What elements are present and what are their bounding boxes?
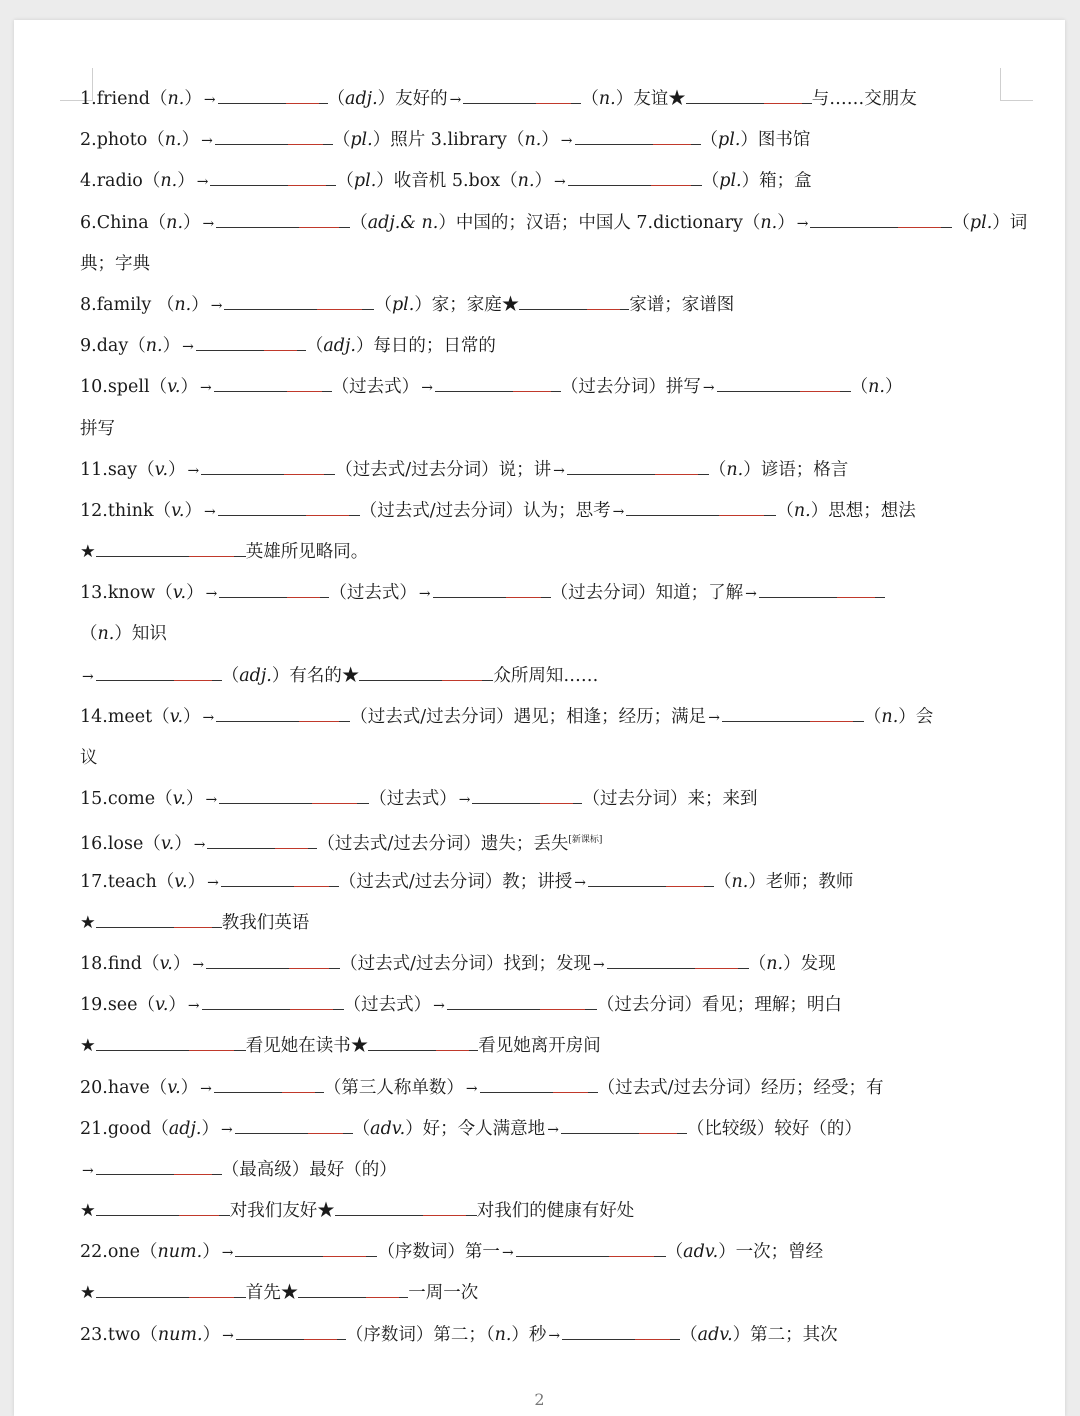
worksheet-line bbox=[80, 1191, 1010, 1232]
answer-blank[interactable] bbox=[759, 596, 885, 598]
line-text: 6.China（n.） → bbox=[80, 212, 215, 233]
line-text: （过去式） → bbox=[331, 377, 433, 398]
answer-blank[interactable] bbox=[717, 390, 851, 392]
answer-blank[interactable] bbox=[218, 514, 360, 516]
line-text: 看见她在读书★ bbox=[245, 1036, 369, 1057]
answer-blank[interactable] bbox=[202, 1008, 344, 1010]
line-text: 8.family （n.） → bbox=[80, 294, 223, 315]
line-text: 11.say（v.） → bbox=[80, 459, 200, 480]
line-text: （过去分词）知道；了解 → bbox=[550, 583, 757, 604]
worksheet-line bbox=[80, 614, 1010, 655]
worksheet-line bbox=[80, 244, 1010, 285]
answer-blank[interactable] bbox=[810, 226, 952, 228]
line-text: （过去分词）拼写 → bbox=[560, 377, 715, 398]
worksheet-line bbox=[80, 1109, 1010, 1150]
line-text: 18.find（v.） → bbox=[80, 953, 205, 974]
line-text: （n.）发现 bbox=[748, 953, 836, 974]
line-text: 首先★ bbox=[245, 1283, 299, 1304]
line-text: （第三人称单数） → bbox=[323, 1077, 478, 1098]
line-text: 14.meet（v.） → bbox=[80, 706, 215, 727]
worksheet-line bbox=[80, 738, 1010, 779]
worksheet-line bbox=[80, 656, 1010, 697]
worksheet-body bbox=[80, 79, 1028, 1356]
answer-blank[interactable] bbox=[215, 143, 333, 145]
line-text: （n.）思想；想法 bbox=[776, 500, 916, 521]
answer-blank[interactable] bbox=[96, 1173, 222, 1175]
answer-blank[interactable] bbox=[214, 390, 332, 392]
line-text: （adv.）一次；曾经 bbox=[665, 1242, 824, 1263]
answer-blank[interactable] bbox=[368, 1049, 478, 1051]
answer-blank[interactable] bbox=[519, 308, 629, 310]
answer-blank[interactable] bbox=[568, 184, 702, 186]
line-text: 22.one（num.） → bbox=[80, 1242, 234, 1263]
worksheet-line bbox=[80, 697, 1010, 738]
answer-blank[interactable] bbox=[472, 802, 582, 804]
line-text: 13.know（v.） → bbox=[80, 583, 218, 604]
line-text: 4.radio（n.） → bbox=[80, 171, 209, 192]
line-text: （过去式/过去分词）说；讲 → bbox=[335, 459, 565, 480]
line-text: 9.day（n.） → bbox=[80, 336, 194, 357]
line-text: （pl.）收音机 5.box（n.） → bbox=[336, 171, 566, 192]
answer-blank[interactable] bbox=[201, 473, 335, 475]
line-text: （最高级）最好（的） bbox=[221, 1159, 397, 1180]
answer-blank[interactable] bbox=[207, 847, 317, 849]
line-text: （过去式） → bbox=[329, 583, 431, 604]
answer-blank[interactable] bbox=[722, 720, 864, 722]
line-text: （pl.）家；家庭★ bbox=[374, 294, 520, 315]
line-text: （adv.）第二；其次 bbox=[680, 1324, 838, 1345]
page-number: 2 bbox=[534, 1390, 545, 1409]
line-text: （n.） bbox=[850, 377, 903, 398]
answer-blank[interactable] bbox=[575, 143, 701, 145]
worksheet-line bbox=[80, 1026, 1010, 1067]
line-text: （pl.）箱；盒 bbox=[701, 171, 812, 192]
answer-blank[interactable] bbox=[686, 102, 812, 104]
line-text: （比较级）较好（的） bbox=[686, 1118, 862, 1139]
answer-blank[interactable] bbox=[196, 349, 306, 351]
answer-blank[interactable] bbox=[219, 802, 369, 804]
line-text: （n.）友谊★ bbox=[581, 89, 686, 109]
answer-blank[interactable] bbox=[96, 926, 222, 928]
line-text: （pl.）词 bbox=[952, 212, 1028, 233]
worksheet-line bbox=[80, 367, 1010, 408]
line-text: （adj.）友好的 → bbox=[327, 89, 462, 109]
line-text: 19.see（v.） → bbox=[80, 995, 200, 1016]
worksheet-line bbox=[80, 450, 1010, 491]
line-text: → bbox=[82, 668, 94, 685]
line-text: ★ bbox=[80, 912, 96, 933]
worksheet-line bbox=[80, 409, 1010, 450]
line-text: 1.friend（n.） → bbox=[80, 89, 216, 109]
worksheet-line bbox=[80, 1232, 1010, 1273]
answer-blank[interactable] bbox=[447, 1008, 597, 1010]
line-text: 与……交朋友 bbox=[811, 89, 917, 109]
line-text: （过去式） → bbox=[369, 789, 471, 810]
line-text: （过去式/过去分词）遇见；相逢；经历；满足 → bbox=[350, 706, 720, 727]
answer-blank[interactable] bbox=[206, 967, 340, 969]
answer-blank[interactable] bbox=[218, 102, 328, 104]
answer-blank[interactable] bbox=[96, 1214, 230, 1216]
answer-blank[interactable] bbox=[567, 473, 709, 475]
answer-blank[interactable] bbox=[433, 596, 551, 598]
line-text: 2.photo（n.） → bbox=[80, 130, 213, 151]
answer-blank[interactable] bbox=[235, 1255, 377, 1257]
answer-blank[interactable] bbox=[235, 1132, 353, 1134]
line-text: ★ bbox=[80, 1036, 96, 1057]
answer-blank[interactable] bbox=[96, 1296, 246, 1298]
line-text: （过去式/过去分词）认为；思考 → bbox=[359, 500, 625, 521]
line-text: 家谱；家谱图 bbox=[629, 294, 735, 315]
line-text: 议 bbox=[80, 748, 98, 768]
answer-blank[interactable] bbox=[435, 390, 561, 392]
worksheet-line bbox=[80, 820, 1010, 861]
answer-blank[interactable] bbox=[480, 1091, 598, 1093]
line-text: 拼写 bbox=[80, 418, 115, 439]
answer-blank[interactable] bbox=[216, 720, 350, 722]
answer-blank[interactable] bbox=[216, 226, 350, 228]
line-text: → bbox=[82, 1162, 94, 1179]
line-text: 16.lose（v.） → bbox=[80, 834, 206, 855]
line-text: （n.）知识 bbox=[80, 624, 167, 645]
line-text: ★ bbox=[80, 542, 96, 563]
answer-blank[interactable] bbox=[298, 1296, 408, 1298]
line-text: 众所周知…… bbox=[493, 665, 599, 686]
worksheet-line bbox=[80, 573, 1010, 614]
line-text: （过去式/过去分词）遗失；丢失[新课标] bbox=[317, 834, 603, 855]
answer-blank[interactable] bbox=[626, 514, 776, 516]
line-text: （过去式） → bbox=[343, 995, 445, 1016]
line-text: ★ bbox=[80, 1201, 96, 1222]
line-text: （序数词）第一 → bbox=[377, 1242, 514, 1263]
line-text: （adj.& n.）中国的；汉语；中国人 7.dictionary（n.） → bbox=[350, 212, 809, 233]
worksheet-line bbox=[80, 1068, 1010, 1109]
answer-blank[interactable] bbox=[588, 885, 714, 887]
line-text: 英雄所见略同。 bbox=[245, 542, 369, 563]
line-text: 23.two（num.） → bbox=[80, 1324, 234, 1345]
line-text: （adj.）每日的；日常的 bbox=[305, 336, 496, 357]
worksheet-line bbox=[80, 532, 1010, 573]
line-text: （序数词）第二；（n.）秒 → bbox=[345, 1324, 561, 1345]
line-text: ★ bbox=[80, 1283, 96, 1304]
line-text: 12.think（v.） → bbox=[80, 500, 216, 521]
line-text: 典；字典 bbox=[80, 253, 150, 274]
line-text: 对我们友好★ bbox=[229, 1201, 335, 1222]
answer-blank[interactable] bbox=[219, 596, 329, 598]
answer-blank[interactable] bbox=[359, 679, 493, 681]
answer-blank[interactable] bbox=[214, 1091, 324, 1093]
answer-blank[interactable] bbox=[335, 1214, 477, 1216]
line-text: （过去分词）看见；理解；明白 bbox=[596, 995, 842, 1016]
line-text: （n.）老师；教师 bbox=[713, 871, 854, 892]
worksheet-line bbox=[80, 1273, 1010, 1314]
document-page bbox=[14, 20, 1065, 1416]
line-text: 15.come（v.） → bbox=[80, 789, 218, 810]
answer-blank[interactable] bbox=[210, 184, 336, 186]
line-text: 20.have（v.） → bbox=[80, 1077, 212, 1098]
worksheet-line bbox=[80, 779, 1010, 820]
worksheet-line bbox=[80, 862, 1010, 903]
answer-blank[interactable] bbox=[561, 1132, 687, 1134]
worksheet-line bbox=[80, 79, 1010, 120]
line-text: 10.spell（v.） → bbox=[80, 377, 212, 398]
line-text: （过去分词）来；来到 bbox=[582, 789, 758, 810]
line-text: （n.）会 bbox=[863, 706, 934, 727]
worksheet-line bbox=[80, 985, 1010, 1026]
line-text: （pl.）图书馆 bbox=[700, 130, 811, 151]
line-text: （adv.）好；令人满意地 → bbox=[352, 1118, 559, 1139]
worksheet-line bbox=[80, 491, 1010, 532]
line-text: 17.teach（v.） → bbox=[80, 871, 219, 892]
line-text: （过去式/过去分词）经历；经受；有 bbox=[597, 1077, 884, 1098]
answer-blank[interactable] bbox=[562, 1338, 680, 1340]
worksheet-line bbox=[80, 120, 1010, 161]
line-text: （pl.）照片 3.library（n.） → bbox=[332, 130, 573, 151]
line-text: 对我们的健康有好处 bbox=[476, 1201, 635, 1222]
answer-blank[interactable] bbox=[607, 967, 749, 969]
worksheet-line bbox=[80, 203, 1028, 244]
line-text: （n.）谚语；格言 bbox=[708, 459, 849, 480]
line-text: 教我们英语 bbox=[221, 912, 310, 933]
line-text: 21.good（adj.） → bbox=[80, 1118, 233, 1139]
answer-blank[interactable] bbox=[516, 1255, 666, 1257]
answer-blank[interactable] bbox=[96, 1049, 246, 1051]
worksheet-line bbox=[80, 1150, 1010, 1191]
worksheet-line bbox=[80, 944, 1010, 985]
worksheet-line bbox=[80, 1315, 1010, 1356]
line-text: （adj.）有名的★ bbox=[221, 665, 360, 686]
line-text: 一周一次 bbox=[408, 1283, 479, 1304]
line-text: （过去式/过去分词）教；讲授 → bbox=[338, 871, 586, 892]
line-text: 看见她离开房间 bbox=[478, 1036, 601, 1057]
line-text: （过去式/过去分词）找到；发现 → bbox=[340, 953, 605, 974]
answer-blank[interactable] bbox=[221, 885, 339, 887]
answer-blank[interactable] bbox=[236, 1338, 346, 1340]
worksheet-line bbox=[80, 285, 1010, 326]
answer-blank[interactable] bbox=[96, 679, 222, 681]
worksheet-line bbox=[80, 326, 1010, 367]
worksheet-line bbox=[80, 903, 1010, 944]
worksheet-line bbox=[80, 161, 1010, 202]
answer-blank[interactable] bbox=[463, 102, 581, 104]
answer-blank[interactable] bbox=[96, 555, 246, 557]
answer-blank[interactable] bbox=[224, 308, 374, 310]
